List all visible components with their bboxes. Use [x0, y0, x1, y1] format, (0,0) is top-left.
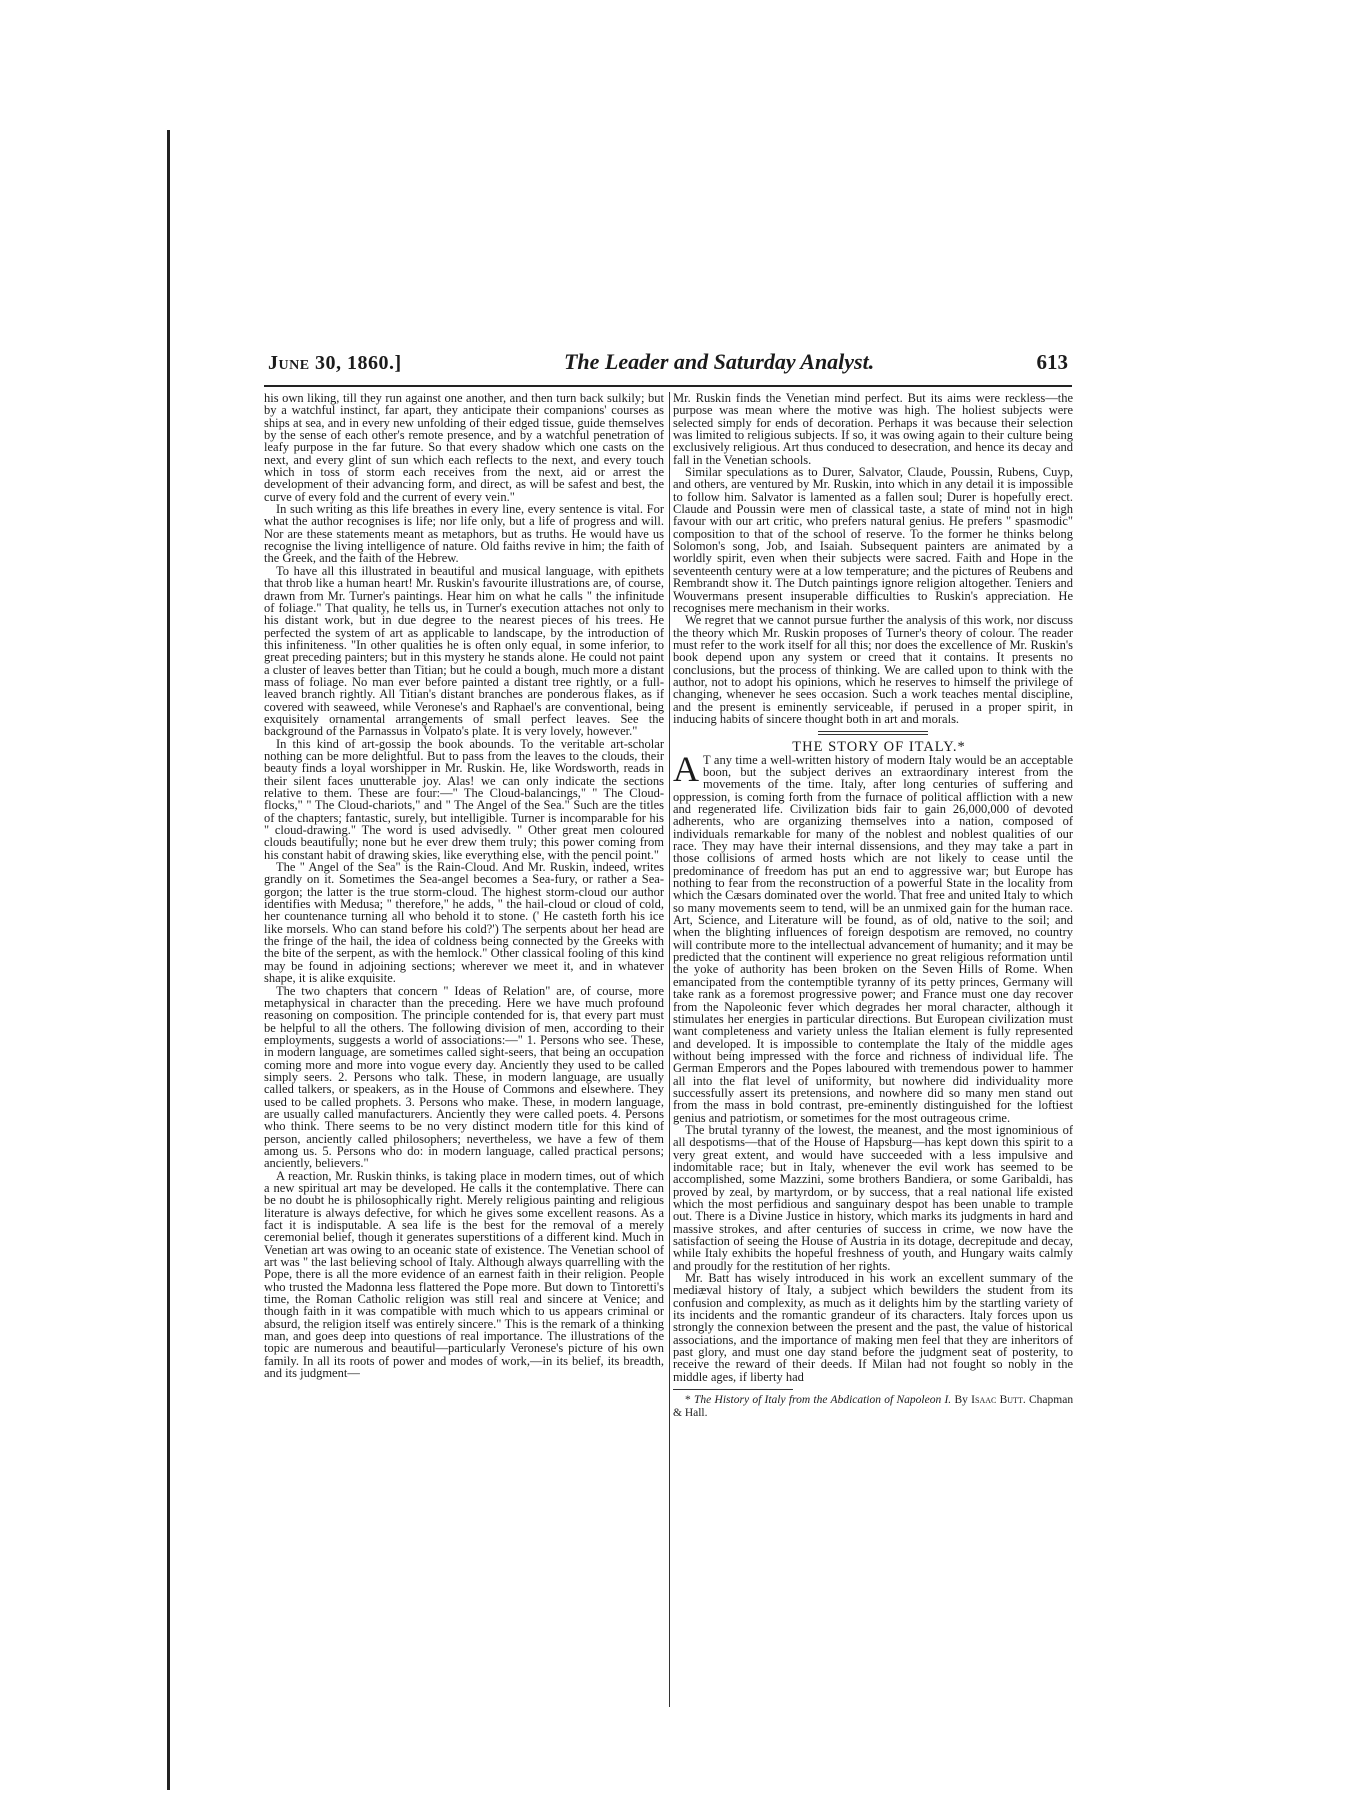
paragraph-text: Mr. Batt has wisely introduced in his work an excellent summary of the mediæval history of Italy, a subject which bewilders the student from its confusion and complexity, as much as it delights him by the startling variety of its incidents and the romantic grandeur of its characters. Italy forces upon us strongly the connexion between the present and the past, the value of historical associations, and the importance of making men feel that they are inheritors of past glory, and must one day stand before the judgment seat of posterity, to receive the reward of their deeds. If Milan had not fought so nobly in the middle ages, if liberty had	[673, 1271, 1073, 1384]
article-heading: THE STORY OF ITALY.*	[792, 739, 966, 756]
article-separator	[818, 731, 928, 735]
binding-gutter-line	[167, 130, 170, 1790]
paragraph	[264, 1170, 664, 1380]
footnote	[673, 1394, 1073, 1420]
left-column	[264, 392, 664, 1712]
paragraph-text: T any time a well-written history of modern Italy would be an acceptable boon, but the subject derives an extraordinary interest from the movements of the time. Italy, after long centuries of suffering and oppression, is coming forth from the furnace of political affliction with a new and regenerated life. Civilization bids fair to gain 26,000,000 of devoted adherents, who are organizing themselves into a nation, composed of individuals remarkable for many of the noblest and noblest qualities of our race. They may have their internal dissensions, and they may take a part in those collisions of armed hosts which are not likely to cease until the predominance of freedom has put an end to aggressive war; but Europe has nothing to fear from the reconstruction of a powerful State in the locality from which the Cæsars dominated over the world. That free and united Italy to which so many movements seem to tend, will be an unmixed gain for the human race. Art, Science, and Literature will be found, as of old, native to the soil; and when the blighting influences of foreign despotism are removed, no country will contribute more to the intellectual advancement of humanity; and it may be predicted that the continent will experience no great religious reformation until the yoke of authority has been broken on the Seven Hills of Rome. When emancipated from the contemptible tyranny of its petty princes, Germany will take rank as a foremost progressive power; and France must one day recover from the Napoleonic fever which degrades her moral character, although it stimulates her energies in particular directions. But European civilization must want completeness and variety unless the Italian element is fully represented and developed. It is impossible to contemplate the Italy of the middle ages without being impressed with the force and richness of individual life. The German Emperors and the Popes laboured with tremendous power to hammer all into the flat level of uniformity, but nowhere did individuality more successfully assert its pretensions, and nowhere did so many men stand out from the mass in bold contrast, pre-eminently distinguished for the loftiest genius and patriotism, or sometimes for the most outrageous crime.	[673, 752, 1073, 1125]
footnote-author: Isaac Butt.	[971, 1394, 1026, 1407]
paragraph	[673, 466, 1073, 614]
paragraph	[673, 1272, 1073, 1383]
paragraph-text: Similar speculations as to Durer, Salvator, Claude, Poussin, Rubens, Cuyp, and others, are ventured by Mr. Ruskin, into which in any detail it is impossible to follow him. Salvator is lamented as a fallen soul; Durer is hopefully erect. Claude and Poussin were men of classical taste, a state of mind not in high favour with our art critic, who prefers natural genius. He prefers " spasmodic" composition to that of the school of reserve. To the former he thinks belong Solomon's song, Job, and Isaiah. Subsequent painters are animated by a worldly spirit, even when their subjects were sacred. Faith and Hope in the seventeenth century were at a low temperature; and the pictures of Reubens and Rembrandt show it. The Dutch paintings ignore religion altogether. Teniers and Wouvermans present insuperable difficulties to Ruskin's appreciation. He recognises mere mechanism in their works.	[673, 465, 1073, 615]
header-title: The Leader and Saturday Analyst.	[563, 349, 875, 374]
page-header	[268, 349, 1068, 379]
paragraph-text: In such writing as this life breathes in every line, every sentence is vital. For what the author recognises is life; nor life only, but a life of progress and will. Nor are these statements meant as metaphors, but as truths. He would have us recognise the living intelligence of nature. Old faiths revive in him; the faith of the Greek, and the faith of the Hebrew.	[264, 502, 664, 566]
paragraph	[264, 565, 664, 738]
paragraph	[264, 503, 664, 565]
paragraph-text: The brutal tyranny of the lowest, the meanest, and the most ignominious of all despotisms—that of the House of Hapsburg—has kept down this spirit to a very great extent, and would have succeeded with a less impulsive and indomitable race; but in Italy, whenever the evil work has seemed to be accomplished, some Mazzini, some brothers Bandiera, or some Garibaldi, has proved by zeal, by martyrdom, or by success, that a real national life existed which the most perfidious and sanguinary despot has been unable to trample out. There is a Divine Justice in history, which marks its judgments in hard and massive strokes, and after centuries of success in crime, we now have the satisfaction of seeing the House of Austria in its dotage, decrepitude and decay, while Italy exhibits the hopeful freshness of youth, and Hungary waits calmly and proudly for the restitution of her rights.	[673, 1122, 1073, 1273]
dropcap-letter: A	[673, 748, 699, 789]
paragraph-text: The " Angel of the Sea" is the Rain-Cloud. And Mr. Ruskin, indeed, writes grandly on it. Sometimes the Sea-angel becomes a Sea-fury, or rather a Sea-gorgon; the latter is the true storm-cloud. The highest storm-cloud our author identifies with Medusa; " therefore," he adds, " the hail-cloud or cloud of cold, her countenance turning all who behold it to stone. (' He casteth forth his ice like morsels. Who can stand before his cold?') The serpents about her head are the fringe of the hail, the idea of coldness being connected by the Greeks with the bite of the serpent, as with the hemlock." Other classical fooling of this kind may be found in adjoining sections; wherever we meet it, and in whatever shape, it is alike exquisite.	[264, 860, 664, 986]
header-page-number: 613	[1036, 350, 1068, 374]
column-divider	[669, 392, 670, 1707]
paragraph	[264, 738, 664, 861]
paragraph-text: The two chapters that concern " Ideas of Relation" are, of course, more metaphysical in character than the preceding. Here we have much profound reasoning on composition. The principle contended for is, that every part must be helpful to all the others. The following division of men, according to their employments, suggests a world of associations:—" 1. Persons who see. These, in modern language, are sometimes called sight-seers, that being an occupation coming more and more into vogue every day. Anciently they used to be called simply seers. 2. Persons who talk. These, in modern language, are usually called talkers, or speakers, as in the House of Commons and elsewhere. They used to be called prophets. 3. Persons who make. These, in modern language, are usually called manufacturers. Anciently they were called poets. 4. Persons who think. There seems to be no very distinct modern title for this kind of person, anciently called philosophers; nevertheless, we have a few of them among us. 5. Persons who do: in modern language, called practical persons; anciently, believers."	[264, 983, 664, 1171]
footnote-marker: *	[685, 1394, 691, 1407]
paragraph-text: A reaction, Mr. Ruskin thinks, is taking place in modern times, out of which a new spiritual art may be developed. He calls it the contemplative. There can be no doubt he is philosophically right. Merely religious painting and religious literature is always defective, for which he gives some excellent reasons. As a fact it is indisputable. A sea life is the best for the removal of a merely ceremonial belief, though it generates superstitions of a different kind. Much in Venetian art was owing to an oceanic state of existence. The Venetian school of art was " the last believing school of Italy. Although always quarrelling with the Pope, there is all the more evidence of an earnest faith in their religion. People who trusted the Madonna less flattered the Pope more. But down to Tintoretti's time, the Roman Catholic religion was still real and sincere at Venice; and though faith in it was compatible with much which to us appears criminal or absurd, the religion itself was entirely sincere." This is the remark of a thinking man, and goes deep into questions of real importance. The illustrations of the topic are numerous and beautiful—particularly Veronese's picture of his own family. In all its roots of power and modes of work,—in its belief, its breadth, and its judgment—	[264, 1168, 664, 1381]
story-of-italy-article	[673, 748, 1073, 1384]
header-date: June 30, 1860.]	[268, 352, 402, 374]
header-rule	[264, 385, 1072, 387]
paragraph-text: To have all this illustrated in beautiful and musical language, with epithets that throb like a human heart! Mr. Ruskin's favourite illustrations are, of course, drawn from Mr. Turner's paintings. Hear him on what he calls " the infinitude of foliage." That quality, he tells us, in Turner's execution attaches not only to his distant work, but in due degree to the nearest pieces of his trees. He perfected the system of art as applicable to landscape, by the introduction of this infiniteness. "In other qualities he is often only equal, in some inferior, to great preceding painters; but in this mystery he stands alone. He could not paint a cluster of leaves better than Titian; but he could a bough, much more a distant mass of foliage. No man ever before painted a distant tree rightly, or a full-leaved branch rightly. All Titian's distant branches are ponderous flakes, as if covered with seaweed, while Veronese's and Raphael's are conventional, being exquisitely ornamental arrangements of small perfect leaves. See the background of the Parnassus in Volpato's plate. It is very lovely, however."	[264, 563, 664, 739]
footnote-publisher: Chapman & Hall.	[673, 1394, 1073, 1420]
footnote-rule	[673, 1389, 793, 1390]
paragraph	[264, 985, 664, 1170]
paragraph	[673, 1124, 1073, 1272]
footnote-by: By	[954, 1394, 968, 1407]
paragraph-text: In this kind of art-gossip the book abounds. To the veritable art-scholar nothing can be more delightful. But to pass from the leaves to the clouds, their beauty finds a loyal worshipper in Mr. Ruskin. He, like Wordsworth, reads in their silent faces unutterable joy. Alas! we can only indicate the sections relative to them. These are four:—" The Cloud-balancings," " The Cloud-flocks," " The Cloud-chariots," and " The Angel of the Sea." Such are the titles of the chapters; fantastic, surely, but intelligible. Turner is incomparable for his " cloud-drawing." The word is used advisedly. " Other great men coloured clouds beautifully; none but he ever drew them truly; this power coming from his constant habit of drawing skies, like everything else, with the pencil point."	[264, 736, 664, 862]
ruskin-review-continuation	[673, 392, 1073, 725]
paragraph	[264, 392, 664, 503]
paragraph	[264, 861, 664, 984]
paragraph	[673, 392, 1073, 466]
footnote-title: The History of Italy from the Abdication of Napoleon I.	[694, 1394, 952, 1407]
paragraph	[673, 614, 1073, 725]
paragraph	[673, 748, 1073, 1125]
paragraph-text: Mr. Ruskin finds the Venetian mind perfect. But its aims were reckless—the purpose was mean where the motive was high. The holiest subjects were selected simply for ends of decoration. Perhaps it was because their selection was limited to religious subjects. If so, it was owing again to their culture being exclusively religious. Art thus conduced to desecration, and hence its decay and fall in the Venetian schools.	[673, 392, 1073, 467]
paragraph-text: We regret that we cannot pursue further the analysis of this work, nor discuss the theory which Mr. Ruskin proposes of Turner's theory of colour. The reader must refer to the work itself for all this; nor does the excellence of Mr. Ruskin's book depend upon any system or creed that it contains. It presents no conclusions, but the process of thinking. We are called upon to think with the author, not to adopt his opinions, which he reserves to himself the privilege of changing, whenever he sees occasion. Such a work teaches mental discipline, and the present is eminently serviceable, if perused in a proper spirit, in inducing habits of sincere thought both in art and morals.	[673, 613, 1073, 726]
right-column	[673, 392, 1073, 1712]
paragraph-text: his own liking, till they run against one another, and then turn back sulkily; but by a watchful instinct, far apart, they anticipate their companions' courses as ships at sea, and in every new unfolding of their edged tissue, guide themselves by the sense of each other's remote presence, and by a watchful penetration of leafy purpose in the far future. So that every shadow which one casts on the next, and every glint of sun which each reflects to the next, and every touch which in toss of storm each receives from the next, aid or arrest the development of their advancing form, and direct, as will be safest and best, the curve of every fold and the current of every vein."	[264, 392, 664, 504]
